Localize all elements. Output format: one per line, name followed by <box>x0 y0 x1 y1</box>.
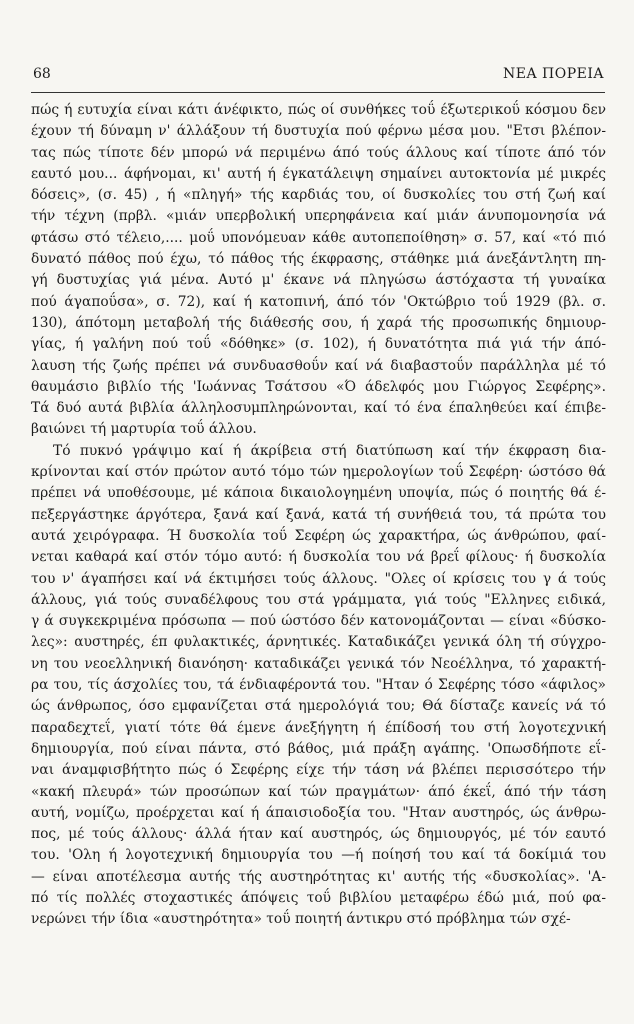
text-line: γή δυστυχίας γιά μένα. Αυτό μ' έκανε νά πληγώσω άστόχαστα τή γυναίκα <box>31 272 606 289</box>
text-line: πρέπει νά υποθέσουμε, μέ κάποια δικαιολογημένη υποψία, πώς ό ποιητής θά έ- <box>31 485 606 502</box>
page-header <box>33 66 604 84</box>
text-line: πό τίς πολλές στοχαστικές άπόψεις τοΰ βιβλίου μεταφέρω έδώ μιά, πού φα- <box>31 889 606 906</box>
text-line: Τά δυό αυτά βιβλία άλληλοσυμπληρώνονται, καί τό ένα έπαληθεύει καί έπιβε- <box>31 400 606 417</box>
text-line: ναι άναμφισβήτητο πώς ό Σεφέρης είχε τήν τάση νά βλέπει περισσότερο τήν <box>31 762 606 779</box>
text-line: αυτή, νομίζω, προέρχεται καί ή άπαισιοδοξία του. "Ηταν αυστηρός, ώς άνθρω- <box>31 804 606 821</box>
text-line: — είναι αποτέλεσμα αυτής τής αυστηρότητας κι' αυτής τής «δυσκολίας». 'Α- <box>31 868 606 885</box>
text-line: λαυση τής ζωής πρέπει νά συνδυασθοΰν καί νά διαβαστοΰν παράλληλα μέ τό <box>31 357 606 374</box>
text-line: πος, μέ τούς άλλους· άλλά ήταν καί αυστηρός, ώς δημιουργός, μέ τόν εαυτό <box>31 826 606 843</box>
text-line: του. 'Ολη ή λογοτεχνική δημιουργία του —ή ποίησή του καί τά δοκίμιά του <box>31 847 606 864</box>
text-line: «κακή πλευρά» τών προσώπων καί τών πραγμάτων· άπό έκεΐ, άπό τήν τάση <box>31 783 606 800</box>
text-line: δυνατό πάθος πού έχω, τό πάθος τής έκφρασης, στάθηκε μιά άνεξάντλητη πη- <box>31 251 606 268</box>
text-line: τας πώς τίποτε δέν μπορώ νά περιμένω άπό τούς άλλους καί τίποτε άπό τόν <box>31 144 606 161</box>
text-line: ώς άνθρωπος, όσο εμφανίζεται στά ημερολόγιά του; Θά δίσταζε κανείς νά τό <box>31 698 606 715</box>
text-line: δόσεις», (σ. 45) , ή «πληγή» τής καρδιάς του, οί δυσκολίες του στή ζωή καί <box>31 187 606 204</box>
text-line: τήν τέχνη (πρβλ. «μιάν υπερβολική υπερηφάνεια καί μιάν άνυπομονησία νά <box>31 208 606 225</box>
text-line: Τό πυκνό γράψιμο καί ή άκρίβεια στή διατύπωση καί τήν έκφραση δια- <box>53 442 606 459</box>
text-line: ρα του, τίς άσχολίες του, τά ένδιαφέροντά του. "Ηταν ό Σεφέρης τόσο «άφιλος» <box>31 677 606 694</box>
text-line: νεται καθαρά καί στόν τόμο αυτό: ή δυσκολία του νά βρεΐ φίλους· ή δυσκολία <box>31 549 606 566</box>
text-line: νερώνει τήν ίδια «αυστηρότητα» τοΰ ποιητή άντικρυ στό πρόβλημα τών σχέ- <box>31 911 571 928</box>
text-line: έχουν τή δύναμη ν' άλλάξουν τή δυστυχία πού φέρνω μέσα μου. "Ετσι βλέπον- <box>31 123 606 140</box>
text-line: εαυτό μου... άφήνομαι, κι' αυτή ή έγκατάλειψη σημαίνει αυτοκτονία μέ μικρές <box>31 165 606 182</box>
text-line: 130), άπότομη μεταβολή τής διάθεσής σου, ή χαρά τής προσωπικής δημιουρ- <box>31 314 606 331</box>
text-line: άλλους, γιά τούς συναδέλφους του στά γράμματα, γιά τούς "Ελληνες ειδικά, <box>31 591 606 608</box>
text-line: φτάσω στό τέλειο,.... μοΰ υπονόμευαν κάθε αυτοπεποίθηση» σ. 57, καί «τό πιό <box>31 229 606 246</box>
text-line: του ν' άγαπήσει καί νά έκτιμήσει τούς άλλους. "Ολες οί κρίσεις του γ ά τούς <box>31 570 606 587</box>
text-line: παραδεχτεΐ, γιατί τότε θά έμενε άνεξήγητη ή έπίδοσή του στή λογοτεχνική <box>31 719 606 736</box>
text-line: κρίνονται καί στόν πρώτον αυτό τόμο τών ημερολογίων τοΰ Σεφέρη· ώστόσο θά <box>31 464 606 481</box>
text-line: πού άγαποΰσα», σ. 72), καί ή κατοπινή, άπό τόν 'Οκτώβριο τοΰ 1929 (βλ. σ. <box>31 293 606 310</box>
text-line: βαιώνει τή μαρτυρία τοΰ άλλου. <box>31 421 257 438</box>
text-line: πεξεργάστηκε άργότερα, ξανά καί ξανά, κατά τή συνήθειά του, τά πρώτα του <box>31 506 606 523</box>
text-line: θαυμάσιο βιβλίο τής 'Ιωάννας Τσάτσου «Ό άδελφός μου Γιώργος Σεφέρης». <box>31 378 606 395</box>
page-number: 68 <box>33 66 51 82</box>
text-line: νη του νεοελληνική διανόηση· καταδικάζει γενικά τόν Νεοέλληνα, τό χαρακτή- <box>31 655 606 672</box>
text-line: πώς ή ευτυχία είναι κάτι άνέφικτο, πώς οί συνθήκες τοΰ έξωτερικοΰ κόσμου δεν <box>31 102 606 118</box>
running-title: ΝΕΑ ΠΟΡΕΙΑ <box>503 66 604 82</box>
text-line: δημιουργία, πού είναι πάντα, στό βάθος, μιά πράξη αγάπης. 'Οπωσδήποτε εΐ- <box>31 740 606 757</box>
text-line: αυτά χειρόγραφα. Ή δυσκολία τοΰ Σεφέρη ώς χαρακτήρα, ώς άνθρώπου, φαί- <box>31 527 606 544</box>
text-line: γίας, ή γαλήνη πού τοΰ «δόθηκε» (σ. 102), ή δυνατότητα πιά γιά τήν άπό- <box>31 336 606 353</box>
header-rule <box>31 92 605 93</box>
text-line: γ ά συγκεκριμένα πρόσωπα — πού ώστόσο δέν κατονομάζονται — είναι «δύσκο- <box>31 613 606 630</box>
text-line: λες»: αυστηρές, έπ φυλακτικές, άρνητικές. Καταδικάζει γενικά όλη τή σύγχρο- <box>31 634 606 651</box>
body-text <box>31 100 606 931</box>
